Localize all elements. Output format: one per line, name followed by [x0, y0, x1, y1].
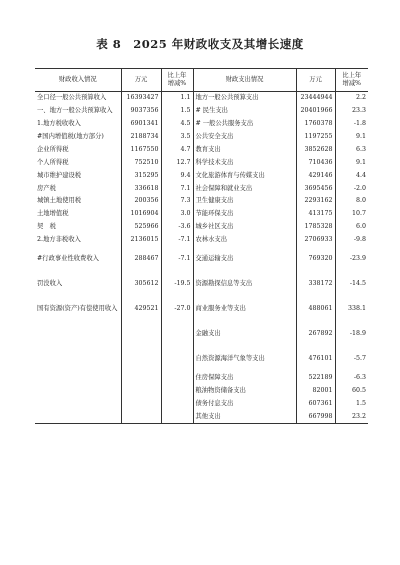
expenditure-amount: 488061: [296, 297, 335, 322]
revenue-growth: [161, 410, 193, 423]
expenditure-growth: 60.5: [335, 385, 368, 398]
expenditure-amount: 476101: [296, 347, 335, 372]
expenditure-item: 债务付息支出: [193, 397, 296, 410]
table-title: 表 8 2025 年财政收支及其增长速度: [96, 37, 304, 51]
revenue-item: #行政事业性收费收入: [37, 255, 99, 263]
revenue-growth: 3.0: [161, 208, 193, 221]
table-row: [35, 221, 368, 234]
expenditure-amount: 267892: [296, 322, 335, 347]
revenue-growth: 1.5: [161, 105, 193, 118]
expenditure-growth: -18.9: [335, 322, 368, 347]
expenditure-item: 自然资源海洋气象等支出: [193, 347, 296, 372]
header-revenue-growth-line1: 比上年: [167, 71, 187, 79]
table-row: [35, 118, 368, 131]
revenue-item: [35, 322, 121, 347]
expenditure-growth: -2.0: [335, 182, 368, 195]
expenditure-item: # 一般公共服务支出: [193, 118, 296, 131]
fiscal-table: [35, 68, 368, 424]
revenue-amount: [121, 372, 161, 385]
expenditure-item: 社会保障和就业支出: [193, 182, 296, 195]
revenue-item: 土地增值税: [37, 210, 69, 218]
revenue-item: 企业所得税: [37, 145, 69, 153]
revenue-item: 国有资源(资产)有偿使用收入: [37, 305, 118, 313]
expenditure-growth: -14.5: [335, 272, 368, 297]
revenue-amount: 336618: [121, 182, 161, 195]
revenue-growth: [161, 347, 193, 372]
revenue-item: 契 税: [37, 223, 56, 231]
expenditure-growth: 9.1: [335, 131, 368, 144]
revenue-growth: [161, 372, 193, 385]
header-expenditure-growth: [335, 69, 368, 92]
revenue-amount: 305612: [121, 272, 161, 297]
expenditure-amount: 769320: [296, 247, 335, 272]
expenditure-amount: 1197255: [296, 131, 335, 144]
table-row: [35, 208, 368, 221]
table-row: [35, 410, 368, 423]
expenditure-growth: 4.4: [335, 169, 368, 182]
revenue-growth: 4.5: [161, 118, 193, 131]
header-revenue-growth-line2: 增减%: [167, 80, 187, 87]
expenditure-item: 金融支出: [193, 322, 296, 347]
revenue-amount: 525966: [121, 221, 161, 234]
table-row: [35, 385, 368, 398]
expenditure-item: 地方一般公共预算支出: [193, 92, 296, 105]
expenditure-amount: 20401966: [296, 105, 335, 118]
revenue-growth: 1.1: [161, 92, 193, 105]
expenditure-amount: 1785328: [296, 221, 335, 234]
header-revenue-amount: 万元: [121, 69, 161, 92]
revenue-item: 一、地方一般公共预算收入: [37, 107, 113, 115]
expenditure-amount: 522189: [296, 372, 335, 385]
expenditure-item: 粮油物资储备支出: [193, 385, 296, 398]
expenditure-amount: 338172: [296, 272, 335, 297]
expenditure-item: # 民生支出: [193, 105, 296, 118]
revenue-growth: 7.3: [161, 195, 193, 208]
revenue-amount: 288467: [121, 247, 161, 272]
revenue-amount: [121, 385, 161, 398]
revenue-amount: 752510: [121, 156, 161, 169]
revenue-growth: [161, 385, 193, 398]
revenue-item: 全口径一般公共预算收入: [37, 94, 107, 102]
revenue-growth: -27.0: [161, 297, 193, 322]
expenditure-growth: -23.9: [335, 247, 368, 272]
revenue-amount: 200356: [121, 195, 161, 208]
header-expenditure-amount: 万元: [296, 69, 335, 92]
expenditure-item: 农林水支出: [193, 234, 296, 247]
expenditure-growth: 6.3: [335, 144, 368, 157]
table-row: [35, 105, 368, 118]
expenditure-growth: 23.3: [335, 105, 368, 118]
expenditure-growth: 8.0: [335, 195, 368, 208]
revenue-item: 1.地方税收收入: [37, 120, 81, 128]
revenue-item: 2.地方非税收入: [37, 236, 81, 244]
revenue-amount: 6901341: [121, 118, 161, 131]
revenue-amount: 2188734: [121, 131, 161, 144]
table-row: [35, 169, 368, 182]
expenditure-growth: 2.2: [335, 92, 368, 105]
table-row: [35, 297, 368, 322]
revenue-amount: [121, 410, 161, 423]
expenditure-amount: 429146: [296, 169, 335, 182]
revenue-item: [35, 372, 121, 385]
revenue-item: [35, 397, 121, 410]
expenditure-amount: 2293162: [296, 195, 335, 208]
expenditure-item: 交通运输支出: [193, 247, 296, 272]
table-row: [35, 156, 368, 169]
table-row: [35, 195, 368, 208]
expenditure-growth: 10.7: [335, 208, 368, 221]
revenue-item: 个人所得税: [37, 158, 69, 166]
revenue-growth: -3.6: [161, 221, 193, 234]
expenditure-growth: -5.7: [335, 347, 368, 372]
revenue-amount: 9037356: [121, 105, 161, 118]
expenditure-growth: -1.8: [335, 118, 368, 131]
expenditure-amount: 82001: [296, 385, 335, 398]
header-expenditure-growth-line2: 增减%: [342, 80, 362, 87]
table-row: [35, 272, 368, 297]
header-revenue-growth: [161, 69, 193, 92]
revenue-item: [35, 410, 121, 423]
revenue-item: #国内增值税(地方部分): [37, 133, 104, 141]
revenue-amount: [121, 397, 161, 410]
expenditure-amount: 667998: [296, 410, 335, 423]
revenue-growth: -7.1: [161, 247, 193, 272]
revenue-item: 城市维护建设税: [37, 171, 82, 179]
revenue-item: [35, 385, 121, 398]
table-row: [35, 372, 368, 385]
header-expenditure-item: 财政支出情况: [193, 69, 296, 92]
revenue-growth: [161, 322, 193, 347]
revenue-amount: 315295: [121, 169, 161, 182]
table-row: [35, 234, 368, 247]
table-body: [35, 92, 368, 424]
table-row: [35, 182, 368, 195]
revenue-growth: -7.1: [161, 234, 193, 247]
revenue-amount: 16393427: [121, 92, 161, 105]
revenue-amount: [121, 347, 161, 372]
expenditure-growth: -9.8: [335, 234, 368, 247]
expenditure-item: 住房保障支出: [193, 372, 296, 385]
table-row: [35, 92, 368, 105]
expenditure-amount: 23444944: [296, 92, 335, 105]
revenue-amount: 1167550: [121, 144, 161, 157]
table-row: [35, 131, 368, 144]
expenditure-item: 节能环保支出: [193, 208, 296, 221]
expenditure-amount: 710436: [296, 156, 335, 169]
header-revenue-item: 财政收入情况: [35, 69, 121, 92]
expenditure-item: 资源勘探信息等支出: [193, 272, 296, 297]
expenditure-amount: 3852628: [296, 144, 335, 157]
expenditure-amount: 2706933: [296, 234, 335, 247]
revenue-growth: -19.5: [161, 272, 193, 297]
expenditure-item: 商业服务业等支出: [193, 297, 296, 322]
table-row: [35, 322, 368, 347]
revenue-growth: 3.5: [161, 131, 193, 144]
expenditure-amount: 607361: [296, 397, 335, 410]
revenue-item: 房产税: [37, 184, 56, 192]
header-expenditure-growth-line1: 比上年: [342, 71, 362, 79]
revenue-amount: 429521: [121, 297, 161, 322]
table-header: [35, 69, 368, 92]
revenue-item: [35, 347, 121, 372]
expenditure-growth: -6.3: [335, 372, 368, 385]
expenditure-item: 城乡社区支出: [193, 221, 296, 234]
expenditure-item: 公共安全支出: [193, 131, 296, 144]
table-row: [35, 347, 368, 372]
expenditure-growth: 6.0: [335, 221, 368, 234]
expenditure-amount: 413175: [296, 208, 335, 221]
revenue-amount: 1016904: [121, 208, 161, 221]
expenditure-item: 教育支出: [193, 144, 296, 157]
revenue-item: 罚没收入: [37, 280, 63, 288]
expenditure-growth: 338.1: [335, 297, 368, 322]
revenue-amount: [121, 322, 161, 347]
revenue-amount: 2136015: [121, 234, 161, 247]
table-row: [35, 247, 368, 272]
expenditure-item: 科学技术支出: [193, 156, 296, 169]
revenue-growth: 7.1: [161, 182, 193, 195]
revenue-growth: [161, 397, 193, 410]
expenditure-amount: 1760378: [296, 118, 335, 131]
revenue-item: 城镇土地使用税: [37, 197, 82, 205]
expenditure-growth: 9.1: [335, 156, 368, 169]
revenue-growth: 12.7: [161, 156, 193, 169]
expenditure-item: 文化旅游体育与传媒支出: [193, 169, 296, 182]
expenditure-item: 卫生健康支出: [193, 195, 296, 208]
expenditure-growth: 1.5: [335, 397, 368, 410]
expenditure-amount: 3695456: [296, 182, 335, 195]
expenditure-item: 其他支出: [193, 410, 296, 423]
table-row: [35, 144, 368, 157]
revenue-growth: 9.4: [161, 169, 193, 182]
table-row: [35, 397, 368, 410]
expenditure-growth: 23.2: [335, 410, 368, 423]
revenue-growth: 4.7: [161, 144, 193, 157]
